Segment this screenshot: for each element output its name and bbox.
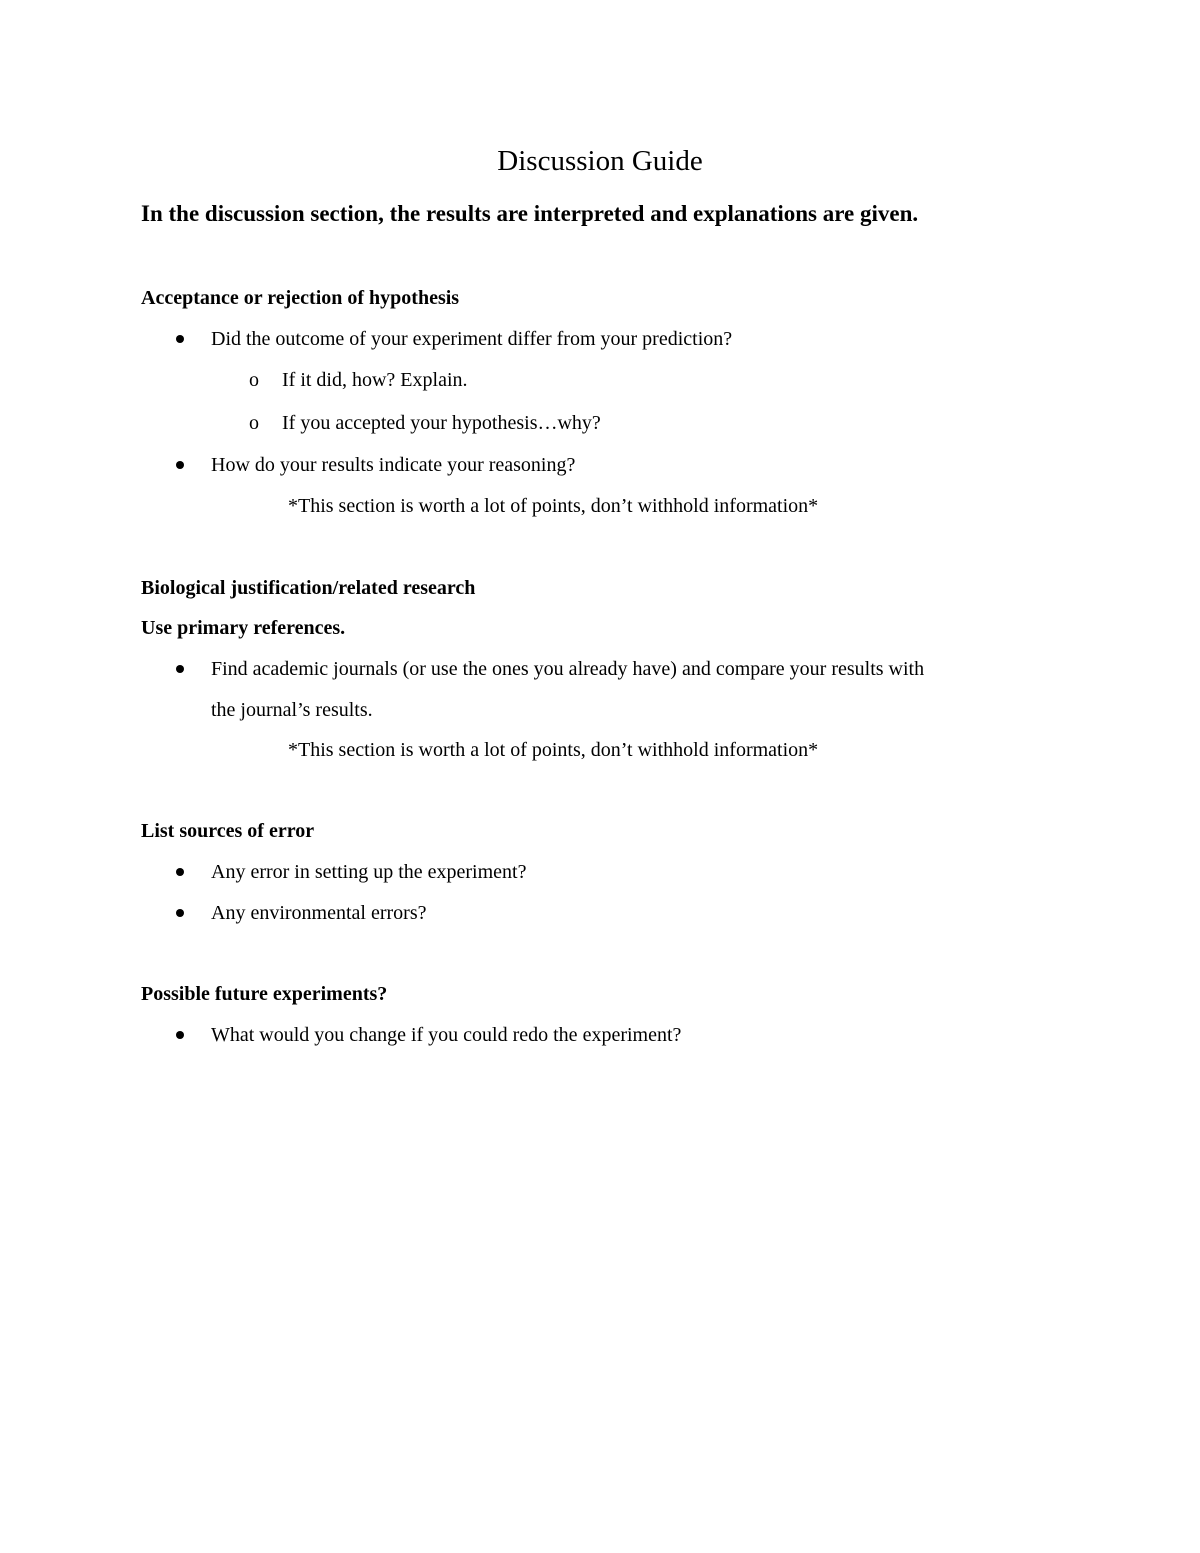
section-heading-future: Possible future experiments? (141, 983, 388, 1005)
section-heading-errors: List sources of error (141, 820, 315, 842)
bullet-icon (176, 335, 184, 343)
list-item: How do your results indicate your reasoning? (211, 454, 576, 476)
list-item-continuation: the journal’s results. (211, 699, 373, 721)
intro-text: In the discussion section, the results are interpreted and explanations are given. (141, 201, 919, 226)
list-item: Any error in setting up the experiment? (211, 861, 527, 883)
bullet-icon (176, 909, 184, 917)
section-heading-justification: Biological justification/related research (141, 577, 476, 599)
sub-list-item: If you accepted your hypothesis…why? (282, 412, 601, 434)
sub-bullet-icon: o (249, 369, 259, 391)
section-note: *This section is worth a lot of points, don’t withhold information* (288, 739, 819, 761)
bullet-icon (176, 665, 184, 673)
sub-bullet-icon: o (249, 412, 259, 434)
section-heading-hypothesis: Acceptance or rejection of hypothesis (141, 287, 460, 309)
list-item: Any environmental errors? (211, 902, 427, 924)
list-item: What would you change if you could redo the experiment? (211, 1024, 682, 1046)
section-note: *This section is worth a lot of points, don’t withhold information* (288, 495, 819, 517)
section-subheading: Use primary references. (141, 617, 346, 639)
bullet-icon (176, 868, 184, 876)
list-item: Did the outcome of your experiment differ from your prediction? (211, 328, 733, 350)
bullet-icon (176, 1031, 184, 1039)
list-item: Find academic journals (or use the ones you already have) and compare your results with (211, 658, 925, 680)
bullet-icon (176, 461, 184, 469)
document-title: Discussion Guide (497, 145, 703, 177)
sub-list-item: If it did, how? Explain. (282, 369, 468, 391)
